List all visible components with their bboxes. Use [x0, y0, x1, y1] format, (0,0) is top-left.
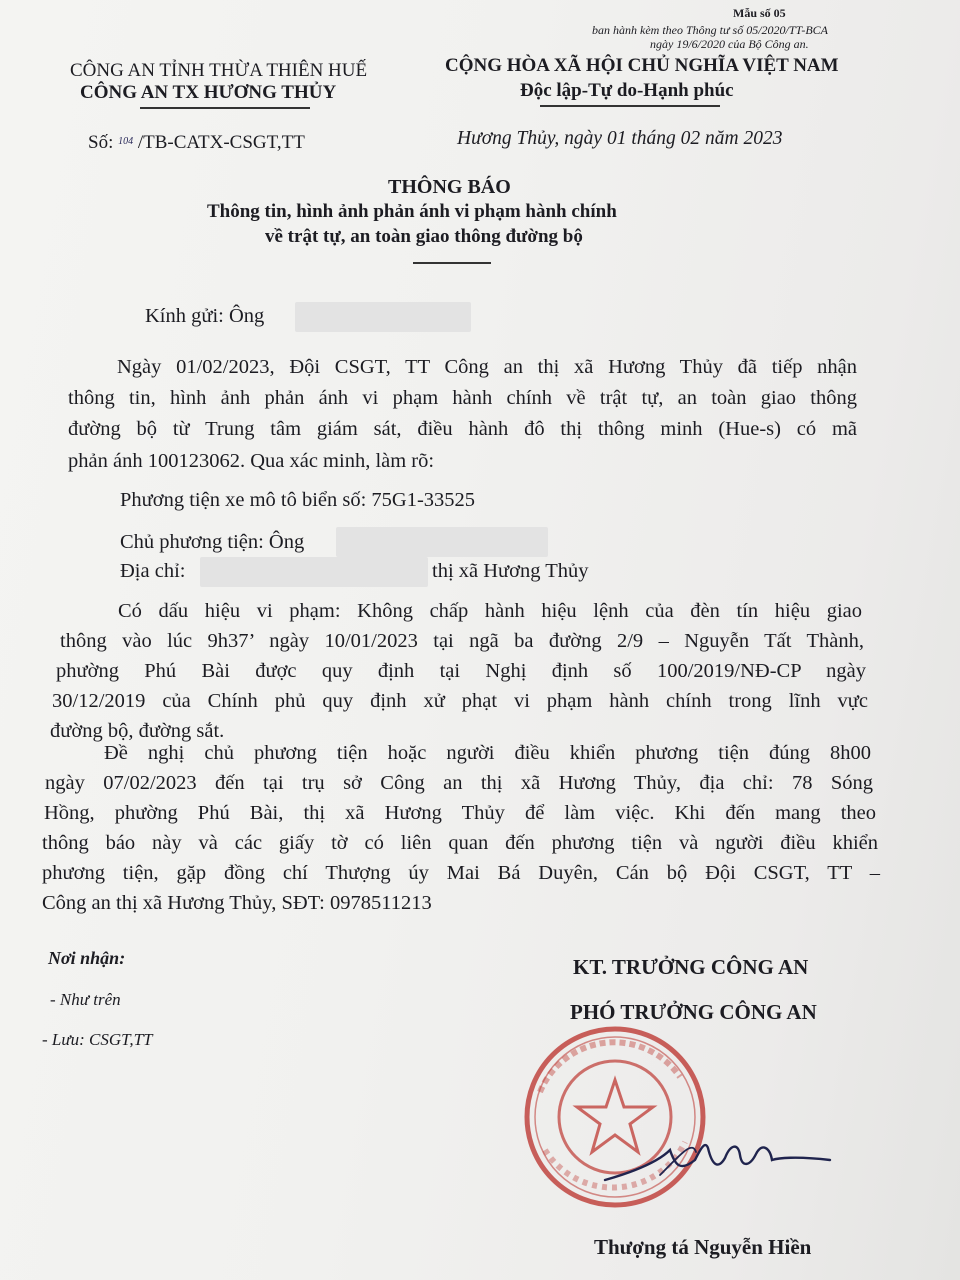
- para2-line4: 30/12/2019 của Chính phủ quy định xử phạt vi phạm hành chính trong lĩnh vực: [52, 690, 868, 712]
- recipient-item-2: - Lưu: CSGT,TT: [42, 1030, 153, 1049]
- vehicle-plate: Phương tiện xe mô tô biển số: 75G1-33525: [120, 489, 476, 511]
- para1-line3: đường bộ từ Trung tâm giám sát, điều hành đô thị thông minh (Hue-s) có mã: [68, 418, 857, 440]
- document-subtitle-line1: Thông tin, hình ảnh phản ánh vi phạm hành chính: [207, 201, 617, 222]
- para3-line3: Hồng, phường Phú Bài, thị xã Hương Thủy để làm việc. Khi đến mang theo: [44, 802, 876, 824]
- recipient-item-1: - Như trên: [50, 990, 121, 1009]
- para1-line1: Ngày 01/02/2023, Đội CSGT, TT Công an thị xã Hương Thủy đã tiếp nhận: [117, 356, 857, 378]
- handwritten-signature-icon: [600, 1120, 850, 1200]
- greeting: Kính gửi: Ông: [145, 305, 265, 327]
- para3-line1: Đề nghị chủ phương tiện hoặc người điều khiển phương tiện đúng 8h00: [104, 742, 871, 764]
- owner-label: Chủ phương tiện: Ông: [120, 531, 305, 553]
- para3-line5: phương tiện, gặp đồng chí Thượng úy Mai Bá Duyên, Cán bộ Đội CSGT, TT –: [42, 862, 880, 884]
- para2-line2: thông vào lúc 9h37’ ngày 10/01/2023 tại ngã ba đường 2/9 – Nguyễn Tất Thành,: [60, 630, 864, 652]
- document-subtitle-line2: về trật tự, an toàn giao thông đường bộ: [265, 226, 583, 247]
- para2-line1: Có dấu hiệu vi phạm: Không chấp hành hiệu lệnh của đèn tín hiệu giao: [118, 600, 862, 622]
- form-code: Mẫu số 05: [733, 6, 786, 20]
- motto-underline: [540, 105, 720, 107]
- para3-line4: thông báo này và các giấy tờ có liên quan đến phương tiện và người điều khiển: [42, 832, 878, 854]
- signature-line1: KT. TRƯỞNG CÔNG AN: [573, 955, 809, 979]
- address-tail: thị xã Hương Thủy: [432, 560, 589, 582]
- number-prefix: Số:: [88, 132, 114, 153]
- para3-line2: ngày 07/02/2023 đến tại trụ sở Công an thị xã Hương Thủy, địa chỉ: 78 Sóng: [45, 772, 873, 794]
- title-underline: [413, 262, 491, 264]
- form-ref-line1: ban hành kèm theo Thông tư số 05/2020/TT-BCA: [592, 23, 828, 37]
- national-motto: Độc lập-Tự do-Hạnh phúc: [520, 80, 734, 101]
- issuer-parent: CÔNG AN TỈNH THỪA THIÊN HUẾ: [70, 60, 368, 81]
- form-ref-line2: ngày 19/6/2020 của Bộ Công an.: [650, 37, 809, 51]
- address-label: Địa chỉ:: [120, 560, 186, 582]
- para3-line6: Công an thị xã Hương Thủy, SĐT: 0978511213: [42, 892, 432, 914]
- para2-line3: phường Phú Bài được quy định tại Nghị định số 100/2019/NĐ-CP ngày: [56, 660, 866, 682]
- redacted-recipient-name: [295, 302, 471, 332]
- para2-line5: đường bộ, đường sắt.: [50, 720, 225, 742]
- recipients-heading: Nơi nhận:: [48, 948, 126, 968]
- signer-name: Thượng tá Nguyễn Hiền: [594, 1235, 812, 1259]
- para1-line2: thông tin, hình ảnh phản ánh vi phạm hành chính về trật tự, an toàn giao thông: [68, 387, 857, 409]
- number-handwritten: 104: [118, 136, 134, 147]
- redacted-address: [200, 557, 428, 587]
- place-date: Hương Thủy, ngày 01 tháng 02 năm 2023: [457, 128, 783, 149]
- issuer-underline: [140, 107, 310, 109]
- issuer-unit: CÔNG AN TX HƯƠNG THỦY: [80, 82, 337, 103]
- document-number: [88, 132, 305, 154]
- document-title: THÔNG BÁO: [388, 176, 511, 198]
- para1-line4: phản ánh 100123062. Qua xác minh, làm rõ:: [68, 450, 435, 472]
- national-name: CỘNG HÒA XÃ HỘI CHỦ NGHĨA VIỆT NAM: [445, 55, 839, 76]
- number-suffix: /TB-CATX-CSGT,TT: [137, 132, 305, 153]
- redacted-owner-name: [336, 527, 548, 557]
- signature-line2: PHÓ TRƯỞNG CÔNG AN: [570, 1000, 817, 1024]
